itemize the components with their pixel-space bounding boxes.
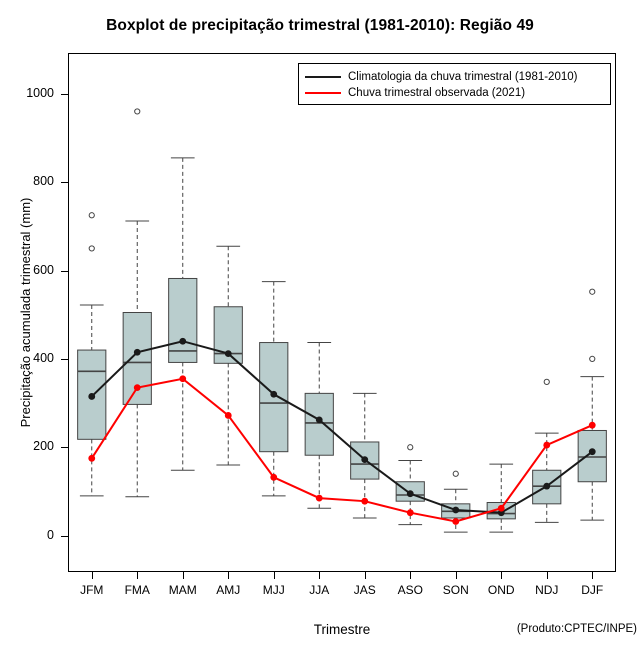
box-iqr — [305, 393, 333, 455]
outlier-point — [408, 445, 413, 450]
legend-line-climatology — [305, 76, 341, 78]
x-tick-mark — [137, 572, 138, 579]
climatology-point — [452, 507, 459, 514]
box-iqr — [578, 430, 606, 481]
outlier-point — [135, 109, 140, 114]
outlier-point — [453, 471, 458, 476]
x-tick-label: DJF — [581, 583, 604, 597]
chart-legend — [298, 63, 611, 105]
y-tick-label: 800 — [33, 174, 54, 189]
y-tick-label: 600 — [33, 262, 54, 277]
climatology-point — [270, 391, 277, 398]
legend-label-observed: Chuva trimestral observada (2021) — [348, 87, 526, 99]
climatology-point — [179, 338, 186, 345]
x-tick-mark — [228, 572, 229, 579]
outlier-point — [590, 356, 595, 361]
observed-point — [225, 412, 232, 419]
y-tick-label: 200 — [33, 439, 54, 454]
legend-line-observed — [305, 92, 341, 94]
observed-point — [134, 384, 141, 391]
observed-point — [543, 442, 550, 449]
x-tick-label: JJA — [309, 583, 330, 597]
boxplot-box — [169, 158, 197, 470]
legend-item-climatology — [305, 69, 604, 85]
observed-point — [179, 375, 186, 382]
y-axis-label: Precipitação acumulada trimestral (mm) — [18, 197, 33, 428]
climatology-point — [543, 483, 550, 490]
x-tick-label: MAM — [168, 583, 197, 597]
climatology-point — [134, 349, 141, 356]
observed-point — [407, 509, 414, 516]
legend-label-climatology: Climatologia da chuva trimestral (1981-2010) — [348, 71, 578, 83]
y-tick-mark — [61, 447, 68, 448]
x-tick-mark — [592, 572, 593, 579]
y-tick-mark — [61, 536, 68, 537]
y-tick-label: 1000 — [26, 85, 54, 100]
x-tick-label: JAS — [353, 583, 376, 597]
y-tick-mark — [61, 359, 68, 360]
boxplot-box — [578, 289, 606, 520]
x-tick-label: OND — [487, 583, 515, 597]
boxplot-box — [533, 379, 561, 522]
observed-line — [92, 379, 593, 522]
outlier-point — [590, 289, 595, 294]
product-credit: (Produto:CPTEC/INPE) — [516, 623, 637, 635]
x-tick-mark — [319, 572, 320, 579]
climatology-point — [225, 350, 232, 357]
x-tick-mark — [501, 572, 502, 579]
boxplot-canvas — [69, 54, 615, 571]
outlier-point — [89, 246, 94, 251]
chart-title: Boxplot de precipitação trimestral (1981-2010): Região 49 — [106, 17, 534, 34]
x-tick-label: MJJ — [262, 583, 285, 597]
climatology-point — [316, 416, 323, 423]
boxplot-box — [487, 464, 515, 532]
plot-area — [68, 53, 616, 572]
boxplot-box — [78, 213, 106, 496]
observed-point — [270, 474, 277, 481]
x-tick-mark — [410, 572, 411, 579]
y-tick-mark — [61, 94, 68, 95]
x-axis-label: Trimestre — [313, 622, 371, 637]
climatology-point — [361, 456, 368, 463]
boxplot-box — [123, 109, 151, 497]
x-tick-mark — [92, 572, 93, 579]
observed-point — [452, 518, 459, 525]
y-tick-mark — [61, 182, 68, 183]
x-tick-label: JFM — [80, 583, 104, 597]
x-tick-label: NDJ — [535, 583, 559, 597]
x-tick-mark — [547, 572, 548, 579]
y-tick-mark — [61, 271, 68, 272]
x-tick-label: ASO — [397, 583, 423, 597]
box-iqr — [169, 278, 197, 362]
x-tick-mark — [274, 572, 275, 579]
x-tick-label: SON — [442, 583, 469, 597]
x-tick-mark — [183, 572, 184, 579]
observed-point — [589, 422, 596, 429]
x-tick-mark — [365, 572, 366, 579]
outlier-point — [544, 379, 549, 384]
x-tick-mark — [456, 572, 457, 579]
boxplot-box — [305, 343, 333, 509]
observed-point — [361, 498, 368, 505]
observed-point — [498, 505, 505, 512]
y-tick-label: 400 — [33, 350, 54, 365]
climatology-point — [589, 448, 596, 455]
x-tick-label: AMJ — [216, 583, 241, 597]
legend-item-observed — [305, 85, 604, 101]
outlier-point — [89, 213, 94, 218]
observed-point — [88, 455, 95, 462]
y-tick-label: 0 — [47, 527, 54, 542]
climatology-point — [88, 393, 95, 400]
observed-point — [316, 495, 323, 502]
climatology-point — [407, 490, 414, 497]
x-tick-label: FMA — [124, 583, 150, 597]
